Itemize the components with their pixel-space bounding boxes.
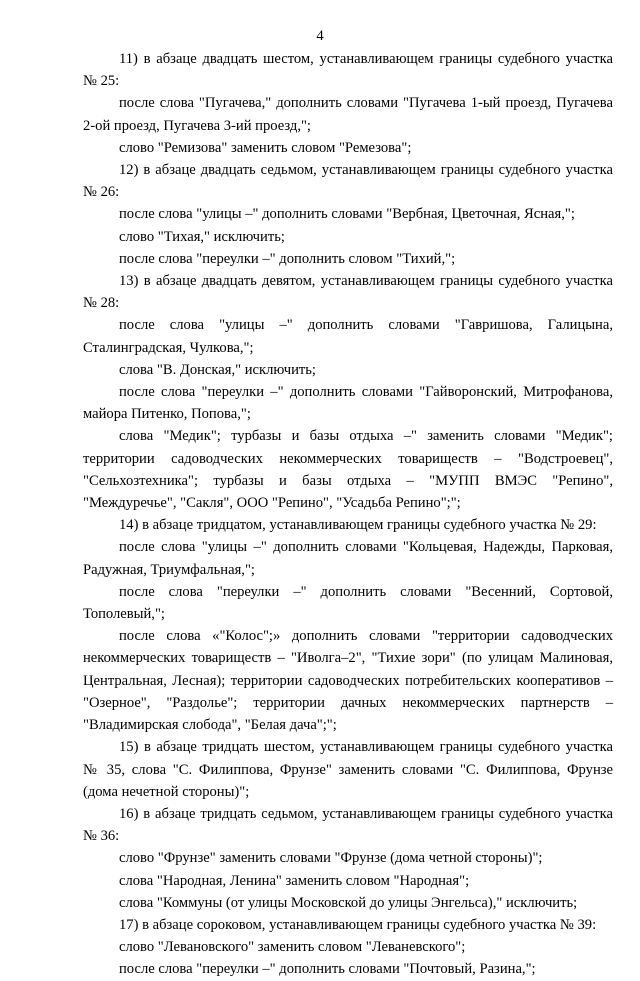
amendment-text: после слова "улицы –" дополнить словами "Вербная, Цветочная, Ясная,"; [119, 206, 575, 223]
amendment-item-15: 15) в абзаце тридцать шестом, устанавливающем границы судебного участка № 35, слова "С. Филиппова, Фрунзе" заменить словами "С. Филиппова, Фрунзе (дома нечетной стороны)"; [83, 739, 613, 800]
amendment-text: слова "Медик"; турбазы и базы отдыха –" заменить словами "Медик"; территории садоводческих некоммерческих товариществ – "Водстроевец", "Сельхозтехника"; турбазы и базы отдыха – "МУПП ВМЭС "Репино", "Междуречье", "Сакля", ООО "Репино", "Усадьба Репино";"; [83, 428, 613, 512]
amendment-text: слова "Коммуны (от улицы Московской до улицы Энгельса)," исключить; [119, 894, 578, 911]
amendment-text: слово "Ремизова" заменить словом "Ремезова"; [119, 139, 412, 156]
amendment-text: после слова "переулки –" дополнить словами "Весенний, Сортовой, Тополевый,"; [83, 583, 613, 623]
amendment-text: после слова "улицы –" дополнить словами "Кольцевая, Надежды, Парковая, Радужная, Триумфальная,"; [83, 539, 613, 578]
amendment-text: после слова "Пугачева," дополнить словами "Пугачева 1-ый проезд, Пугачева 2-ой проезд, Пугачева 3-ий проезд,"; [83, 95, 613, 134]
amendment-item-17: 17) в абзаце сороковом, устанавливающем границы судебного участка № 39: [119, 916, 597, 933]
page-number: 4 [316, 28, 324, 44]
amendment-text: слово "Фрунзе" заменить словами "Фрунзе (дома четной стороны)"; [119, 850, 543, 867]
amendment-item-14: 14) в абзаце тридцатом, устанавливающем границы судебного участка № 29: [119, 517, 597, 534]
amendment-text: слово "Тихая," исключить; [119, 228, 285, 245]
amendment-text: слова "Народная, Ленина" заменить словом "Народная"; [119, 872, 470, 889]
amendment-item-12: 12) в абзаце двадцать седьмом, устанавливающем границы судебного участка № 26: [83, 162, 613, 201]
amendment-text: после слова "переулки –" дополнить словом "Тихий,"; [119, 250, 456, 267]
amendment-text: слова "В. Донская," исключить; [119, 361, 316, 378]
amendment-text: после слова "улицы –" дополнить словами "Гавришова, Галицына, Сталинградская, Чулкова,"; [83, 317, 613, 356]
amendment-text: слово "Левановского" заменить словом "Леваневского"; [119, 939, 466, 956]
amendment-text: после слова "переулки –" дополнить словами "Почтовый, Разина,"; [119, 961, 536, 978]
amendment-item-11: 11) в абзаце двадцать шестом, устанавливающем границы судебного участка № 25: [83, 51, 613, 90]
amendment-text: после слова "переулки –" дополнить словами "Гайворонский, Митрофанова, майора Питенко, Попова,"; [83, 384, 613, 423]
document-body [83, 48, 613, 981]
amendment-item-16: 16) в абзаце тридцать седьмом, устанавливающем границы судебного участка № 36: [83, 805, 613, 845]
amendment-text: после слова «"Колос";» дополнить словами "территории садоводческих некоммерческих товариществ – "Иволга–2", "Тихие зори" (по улицам Малиновая, Центральная, Лесная); территории садоводческих потребительских кооперативов – "Озерное", "Раздолье"; территории дачных некоммерческих партнерств – "Владимирская слобода", "Белая дача";"; [83, 628, 613, 734]
amendment-item-13: 13) в абзаце двадцать девятом, устанавливающем границы судебного участка № 28: [83, 273, 613, 312]
